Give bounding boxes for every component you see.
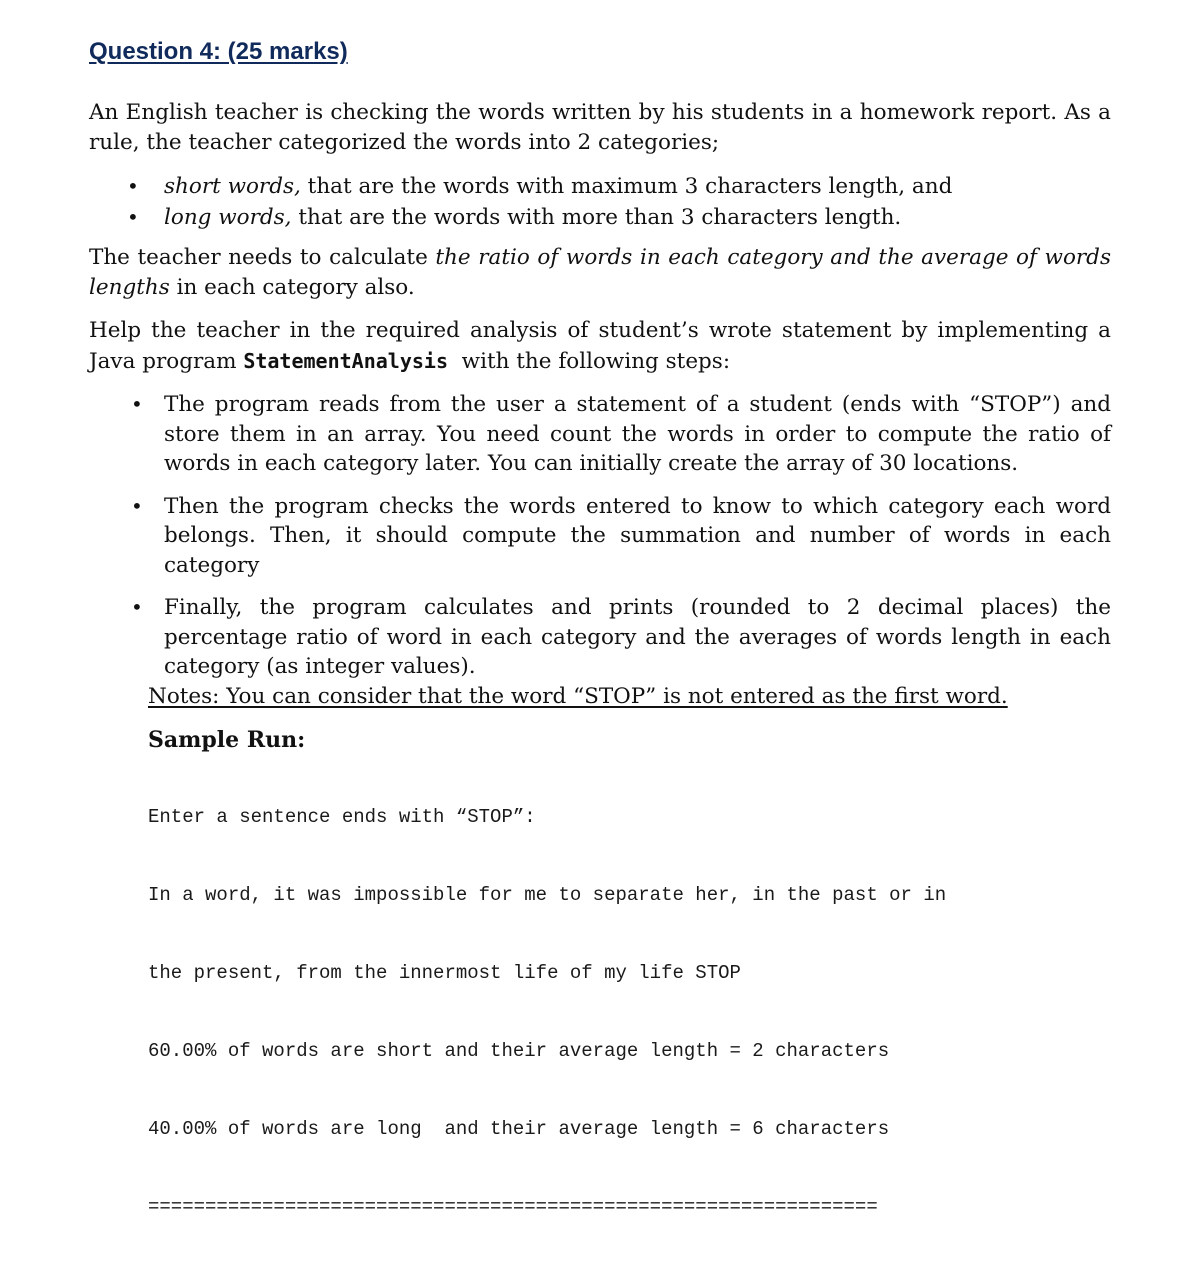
list-item (124, 171, 1111, 202)
category-term: short words, (164, 174, 301, 199)
ratio-text-emphasis: the ratio of words in each category and the average of words lengths (89, 245, 1111, 300)
bullet-icon: • (127, 174, 139, 198)
output-line: In a word, it was impossible for me to separate her, in the past or in (148, 884, 947, 906)
help-text-before: Help the teacher in the required analysis of student’s wrote statement by implementing a Java program (89, 318, 1111, 374)
bullet-icon: • (127, 205, 139, 229)
bullet-icon: • (131, 595, 143, 619)
help-paragraph (89, 316, 1111, 377)
output-line: 40.00% of words are long and their average length = 6 characters (148, 1118, 890, 1140)
sample-run-title: Sample Run: (148, 727, 306, 753)
output-line: the present, from the innermost life of my life STOP (148, 962, 741, 984)
category-description: that are the words with more than 3 characters length. (291, 205, 902, 230)
intro-paragraph: An English teacher is checking the words written by his students in a homework report. As a rule, the teacher categorized the words into 2 categories; (89, 100, 1111, 155)
bullet-icon: • (131, 493, 143, 518)
step-text: The program reads from the user a statement of a student (ends with “STOP”) and store them in an array. You need count the words in order to compute the ratio of words in each category later. You can initially create the array of 30 locations. (164, 392, 1111, 476)
list-item (124, 202, 1111, 233)
list-item (128, 492, 1111, 581)
program-name: StatementAnalysis (243, 349, 449, 373)
ratio-paragraph (89, 243, 1111, 303)
sample-run-output (148, 752, 1110, 1272)
output-line: 60.00% of words are short and their average length = 2 characters (148, 1040, 890, 1062)
output-line: ================================================================ (148, 1196, 878, 1218)
category-description: that are the words with maximum 3 characters length, and (300, 174, 953, 199)
question-heading: Question 4: (25 marks) (89, 38, 348, 65)
steps-list (128, 390, 1111, 695)
output-line: Enter a sentence ends with “STOP”: (148, 806, 536, 828)
step-text: Finally, the program calculates and prints (rounded to 2 decimal places) the percentage ratio of word in each category and the averages of words length in each category (as integer values). (164, 595, 1111, 679)
category-list (124, 171, 1111, 233)
list-item (128, 593, 1111, 682)
list-item (128, 390, 1111, 479)
bullet-icon: • (131, 392, 143, 416)
ratio-text-before: The teacher needs to calculate (89, 245, 436, 270)
notes-text: Notes: You can consider that the word “STOP” is not entered as the first word. (148, 684, 1008, 709)
category-term: long words, (164, 205, 292, 230)
ratio-text-after: in each category also. (169, 275, 415, 300)
step-text: Then the program checks the words entered to know to which category each word belongs. Then, it should compute the summation and number of words in each category (164, 493, 1111, 578)
help-text-after: with the following steps: (448, 349, 731, 374)
